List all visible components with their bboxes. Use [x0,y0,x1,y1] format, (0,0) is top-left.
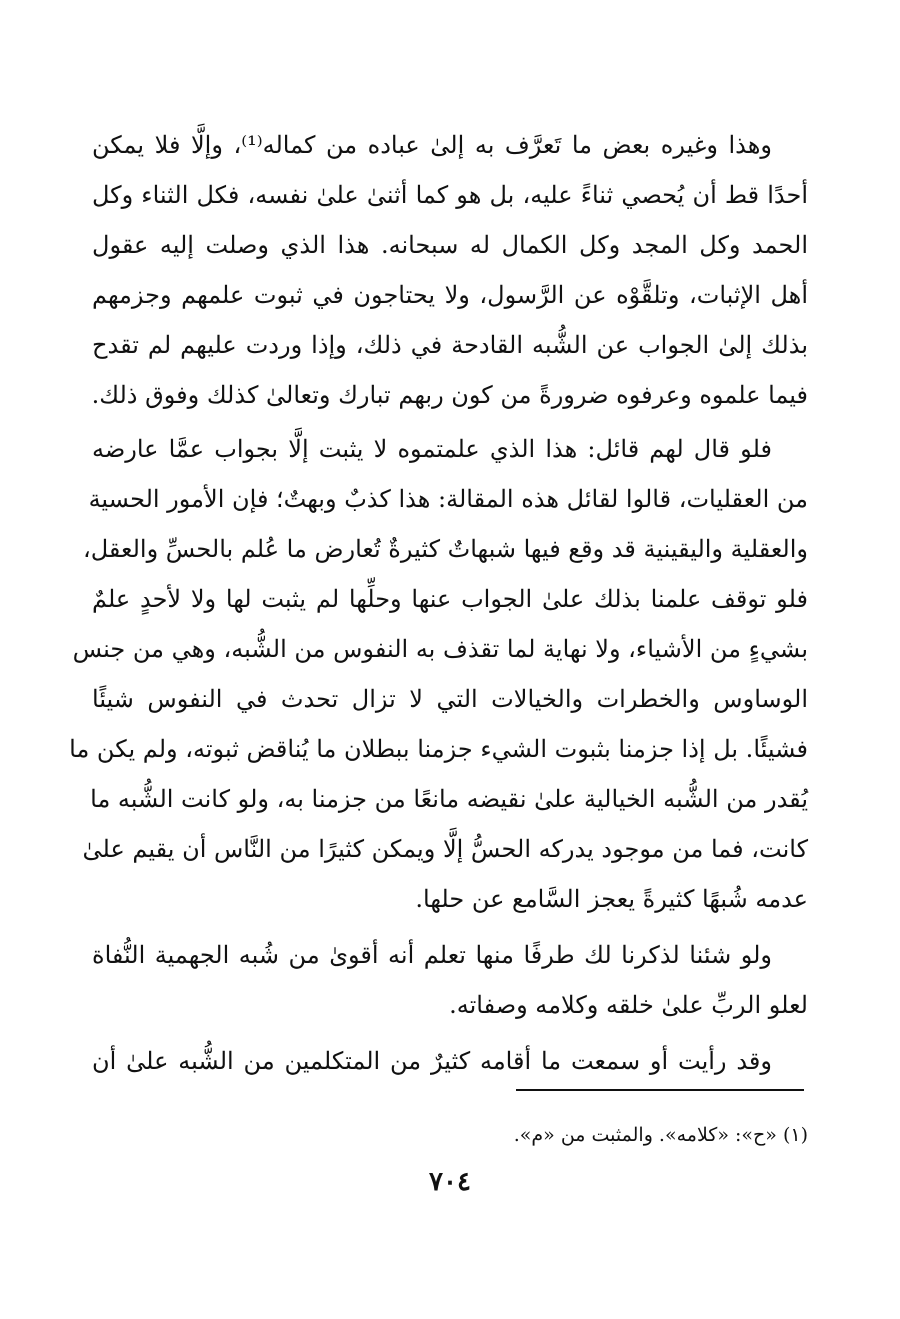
text-line: والعقلية واليقينية قد وقع فيها شبهاتٌ كثيرةٌ تُعارض ما عُلم بالحسِّ والعقل، [82,535,808,563]
text-line: عدمه شُبهًا كثيرةً يعجز السَّامع عن حلها. [415,885,808,913]
text-line: أحدًا قط أن يُحصي ثناءً عليه، بل هو كما أثنىٰ علىٰ نفسه، فكل الثناء وكل [92,181,808,209]
text-line: يُقدر من الشُّبه الخيالية علىٰ نقيضه مانعًا من جزمنا به، ولو كانت الشُّبه ما [90,785,808,813]
text-line: ولو شئنا لذكرنا لك طرفًا منها تعلم أنه أقوىٰ من شُبه الجهمية النُّفاة [92,941,772,969]
paragraph-3 [92,930,808,1030]
text-line: كانت، فما من موجود يدركه الحسُّ إلَّا ويمكن كثيرًا من النَّاس أن يقيم علىٰ [82,835,808,863]
text-line: من العقليات، قالوا لقائل هذه المقالة: هذا كذبٌ وبهتٌ؛ فإن الأمور الحسية [88,485,808,513]
text-line: بشيءٍ من الأشياء، ولا نهاية لما تقذف به النفوس من الشُّبه، وهي من جنس [72,635,808,663]
text-line: الحمد وكل المجد وكل الكمال له سبحانه. هذا الذي وصلت إليه عقول [92,231,808,259]
text-line: وهذا وغيره بعض ما تَعرَّف به إلىٰ عباده من كماله⁽¹⁾، وإلَّا فلا يمكن [92,131,773,159]
text-line: الوساوس والخطرات والخيالات التي لا تزال تحدث في النفوس شيئًا [92,685,808,713]
footnote: (١) «ح»: «كلامه». والمثبت من «م». [513,1124,808,1146]
text-line: فلو قال لهم قائل: هذا الذي علمتموه لا يثبت إلَّا بجواب عمَّا عارضه [92,435,772,463]
text-line: فشيئًا. بل إذا جزمنا بثبوت الشيء جزمنا ببطلان ما يُناقض ثبوته، ولم يكن ما [69,735,808,763]
text-line: فلو توقف علمنا بذلك علىٰ الجواب عنها وحلِّها لم يثبت لها ولا لأحدٍ علمٌ [92,585,808,613]
text-line: فيما علموه وعرفوه ضرورةً من كون ربهم تبارك وتعالىٰ كذلك وفوق ذلك. [91,381,808,409]
footnote-divider [516,1089,804,1091]
paragraph-4 [92,1036,808,1086]
page-number: ٧٠٤ [429,1167,471,1197]
main-text [69,120,808,1086]
text-line: أهل الإثبات، وتلقَّوْه عن الرَّسول، ولا يحتاجون في ثبوت علمهم وجزمهم [92,281,808,309]
paragraph-1 [92,120,808,420]
text-line: لعلو الربِّ علىٰ خلقه وكلامه وصفاته. [449,991,808,1019]
text-line: بذلك إلىٰ الجواب عن الشُّبه القادحة في ذلك، وإذا وردت عليهم لم تقدح [92,331,808,359]
paragraph-2 [69,424,808,924]
text-line: وقد رأيت أو سمعت ما أقامه كثيرٌ من المتكلمين من الشُّبه علىٰ أن [92,1047,772,1075]
